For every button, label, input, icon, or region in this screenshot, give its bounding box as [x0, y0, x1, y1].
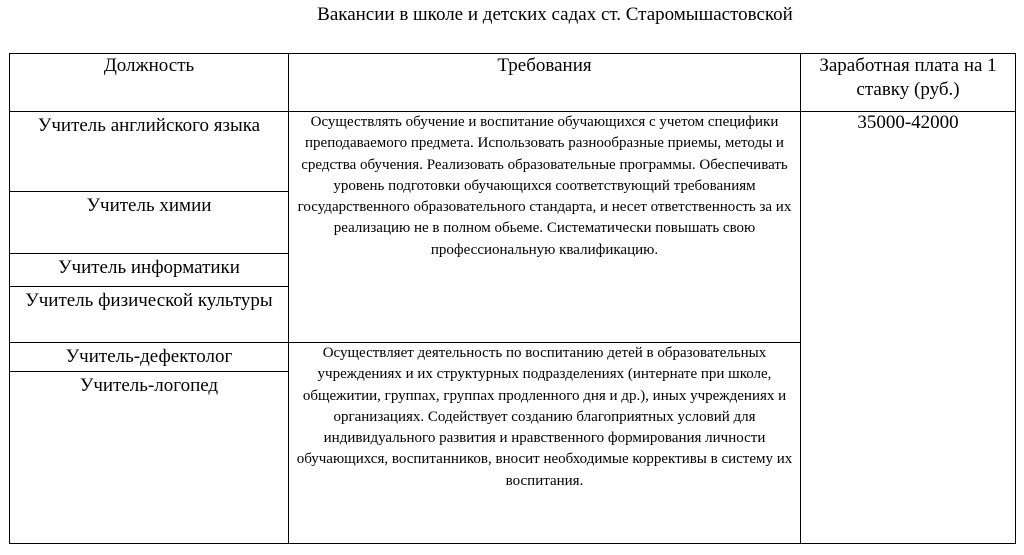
salary-cell: 35000-42000: [801, 112, 1016, 544]
page-title: Вакансии в школе и детских садах ст. Старомышастовской: [317, 4, 793, 25]
vacancies-table: [9, 53, 1016, 544]
position-cell: Учитель-дефектолог: [10, 343, 289, 372]
position-cell: Учитель английского языка: [10, 112, 289, 192]
header-requirements: Требования: [289, 54, 801, 112]
header-salary: Заработная плата на 1 ставку (руб.): [801, 54, 1016, 112]
requirements-specialists-cell: Осуществляет деятельность по воспитанию детей в образовательных учреждениях и их структурных подразделениях (интернате при школе, общежитии, группах, группах продленного дня и др.), иных учреждениях и организациях. Содействует созданию благоприятных условий для индивидуального развития и нравственного формирования личности обучающихся, воспитанников, вносит необходимые коррективы в систему их воспитания.: [289, 343, 801, 544]
position-cell: Учитель-логопед: [10, 372, 289, 544]
table-header-row: [10, 54, 1016, 112]
position-cell: Учитель химии: [10, 192, 289, 254]
header-position: Должность: [10, 54, 289, 112]
table-row: [10, 112, 1016, 192]
position-cell: Учитель физической культуры: [10, 287, 289, 343]
position-cell: Учитель информатики: [10, 254, 289, 287]
requirements-teachers-cell: Осуществлять обучение и воспитание обучающихся с учетом специфики преподаваемого предмета. Использовать разнообразные приемы, методы и средства обучения. Реализовать образовательные программы. Обеспечивать уровень подготовки обучающихся соответствующий требованиям государственного образовательного стандарта, и несет ответственность за их реализацию не в полном обьеме. Систематически повышать свою профессиональную квалификацию.: [289, 112, 801, 343]
